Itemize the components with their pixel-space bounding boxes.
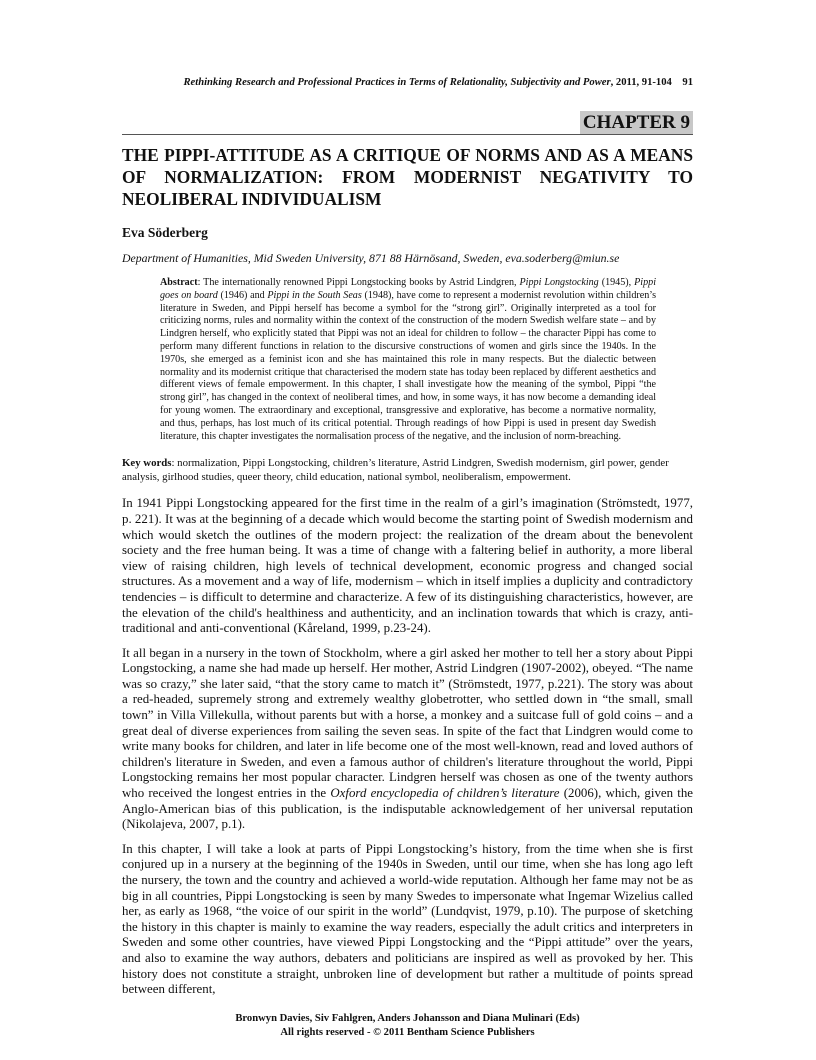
text-segment: (1948), have come to represent a modernist revolution within children’s literature in Sweden, and Pippi herself has become a symbol for the “strong girl”. Originally interpreted as a tool for criticizing norms, rules and normality within the context of the construction of the modern Swedish welfare state – and by Lindgren herself, who explicitly stated that Pippi was not an ideal for children to follow – the character Pippi has come to perform many different functions in relation to the discursive constructions of women and girls since the 1940s. In the 1970s, she emerged as a feminist icon and she has maintained this role in many respects. But the dialectic between normality and its modernist critique that characterised the modern state has today been replaced by different aesthetics and different views of female empowerment. In this chapter, I shall investigate how the meaning of the symbol, Pippi “the strong girl”, has changed in the context of neoliberal times, and how, in some ways, it has now become a demanding ideal for young women. The extraordinary and exceptional, transgressive and explorative, has become a normative normality, and thus, perhaps, has lost much of its critical potential. Through readings of how Pippi is used in present day Swedish literature, this chapter investigates the normalisation process of the negative, and the inclusion of norm-breaching. [160, 289, 657, 442]
author-name: Eva Söderberg [122, 225, 208, 240]
book-year-pages: , 2011, 91-104 [610, 77, 672, 88]
page-footer [122, 1012, 693, 1040]
text-segment: (1945), [598, 277, 635, 288]
footer-editors: Bronwyn Davies, Siv Fahlgren, Anders Johansson and Diana Mulinari (Eds) [235, 1012, 580, 1024]
text-segment: In this chapter, I will take a look at parts of Pippi Longstocking’s history, from the time when she is first conjured up in a nursery at the beginning of the 1940s in Sweden, until our time, when she has long ago left the nursery, the town and the country and achieved a world-wide reputation. Although her fame may not be as big in all countries, Pippi Longstocking is seen by many Swedes to impersonate what Ingemar Wizelius called her, as early as 1968, “the voice of our spirit in the world” (Lundqvist, 1979, p.10). The purpose of sketching the history in this chapter is mainly to examine the way readers, especially the adult critics and interpreters in Sweden and some other countries, have viewed Pippi Longstocking and the “Pippi attitude” over the years, and also to examine the way authors, debaters and politicians are inspired as well as provoked by her. This history does not constitute a straight, unbroken line of development but rather a multitude of points spread between different, [122, 841, 693, 997]
italic-text: Pippi goes on board [160, 277, 656, 301]
author-affiliation: Department of Humanities, Mid Sweden University, 871 88 Härnösand, Sweden, eva.soderberg@miun.se [122, 251, 620, 265]
abstract [160, 277, 656, 443]
footer-copyright: All rights reserved - © 2011 Bentham Science Publishers [280, 1026, 535, 1038]
text-segment: (2006), which, given the Anglo-American bias of this publication, is the indisputable acknowledgement of her universal reputation (Nikolajeva, 2007, p.1). [122, 786, 694, 832]
chapter-title: THE PIPPI-ATTITUDE AS A CRITIQUE OF NORMS AND AS A MEANS OF NORMALIZATION: FROM MODERNIST NEGATIVITY TO NEOLIBERAL INDIVIDUALISM [122, 145, 693, 209]
keywords [122, 457, 693, 484]
text-segment: (1946) and [217, 289, 268, 301]
running-header [122, 76, 693, 89]
body-paragraph [122, 496, 693, 636]
chapter-label: CHAPTER 9 [580, 111, 693, 134]
chapter-header [122, 111, 693, 135]
text-segment: It all began in a nursery in the town of Stockholm, where a girl asked her mother to tell her a story about Pippi Longstocking, a name she had made up herself. Her mother, Astrid Lindgren (1907-2002), obeyed. “The name was so crazy,” she later said, “that the story came to match it” (Strömstedt, 1977, p.221). The story was about a red-headed, supremely strong and extremely wealthy globetrotter, who settled down in “the small, small town” in Villa Villekulla, without parents but with a horse, a monkey and a suitcase full of gold coins – and a great deal of diverse experiences from sailing the seven seas. In spite of the fact that Lindgren would come to write many books for children, and later in life become one of the most well-known, read and loved authors of children's literature in Sweden, and even a famous author of children's literature throughout the world, Pippi Longstocking remains her most popular character. Lindgren herself was chosen as one of the twenty authors who received the longest entries in the [122, 645, 693, 801]
abstract-text [160, 277, 656, 442]
page-number: 91 [682, 77, 693, 88]
body-paragraph [122, 842, 693, 998]
text-segment: : The internationally renowned Pippi Longstocking books by Astrid Lindgren, [197, 277, 520, 288]
keywords-label: Key words [122, 457, 172, 470]
keywords-text: : normalization, Pippi Longstocking, children’s literature, Astrid Lindgren, Swedish modernism, girl power, gender analysis, girlhood studies, queer theory, child education, national symbol, neoliberalism, empowerment. [122, 457, 669, 483]
italic-text: Pippi in the South Seas [267, 289, 362, 301]
abstract-label: Abstract [160, 277, 198, 288]
book-title: Rethinking Research and Professional Practices in Terms of Relationality, Subjectivity and Power [183, 77, 611, 88]
italic-text: Oxford encyclopedia of children’s literature [330, 786, 560, 801]
text-segment: In 1941 Pippi Longstocking appeared for the first time in the realm of a girl’s imagination (Strömstedt, 1977, p. 221). It was at the beginning of a decade which would become the starting point of Swedish modernism and which would sketch the outlines of the modern project: the realization of the dream about the benevolent society and the free human being. It was a time of change with a faltering belief in authority, a more liberal view of raising children, high levels of technical development, economic progress and changed social structures. As a movement and a way of life, modernism – which in itself implies a duplicity and contradictory tendencies – is difficult to determine and characterize. A few of its distinguishing characteristics, however, are the elevation of the child's healthiness and authenticity, and an inclination towards that which is crazy, anti-traditional and anti-conventional (Kåreland, 1999, p.23-24). [122, 496, 693, 636]
italic-text: Pippi Longstocking [519, 277, 599, 288]
body-paragraph [122, 646, 693, 833]
